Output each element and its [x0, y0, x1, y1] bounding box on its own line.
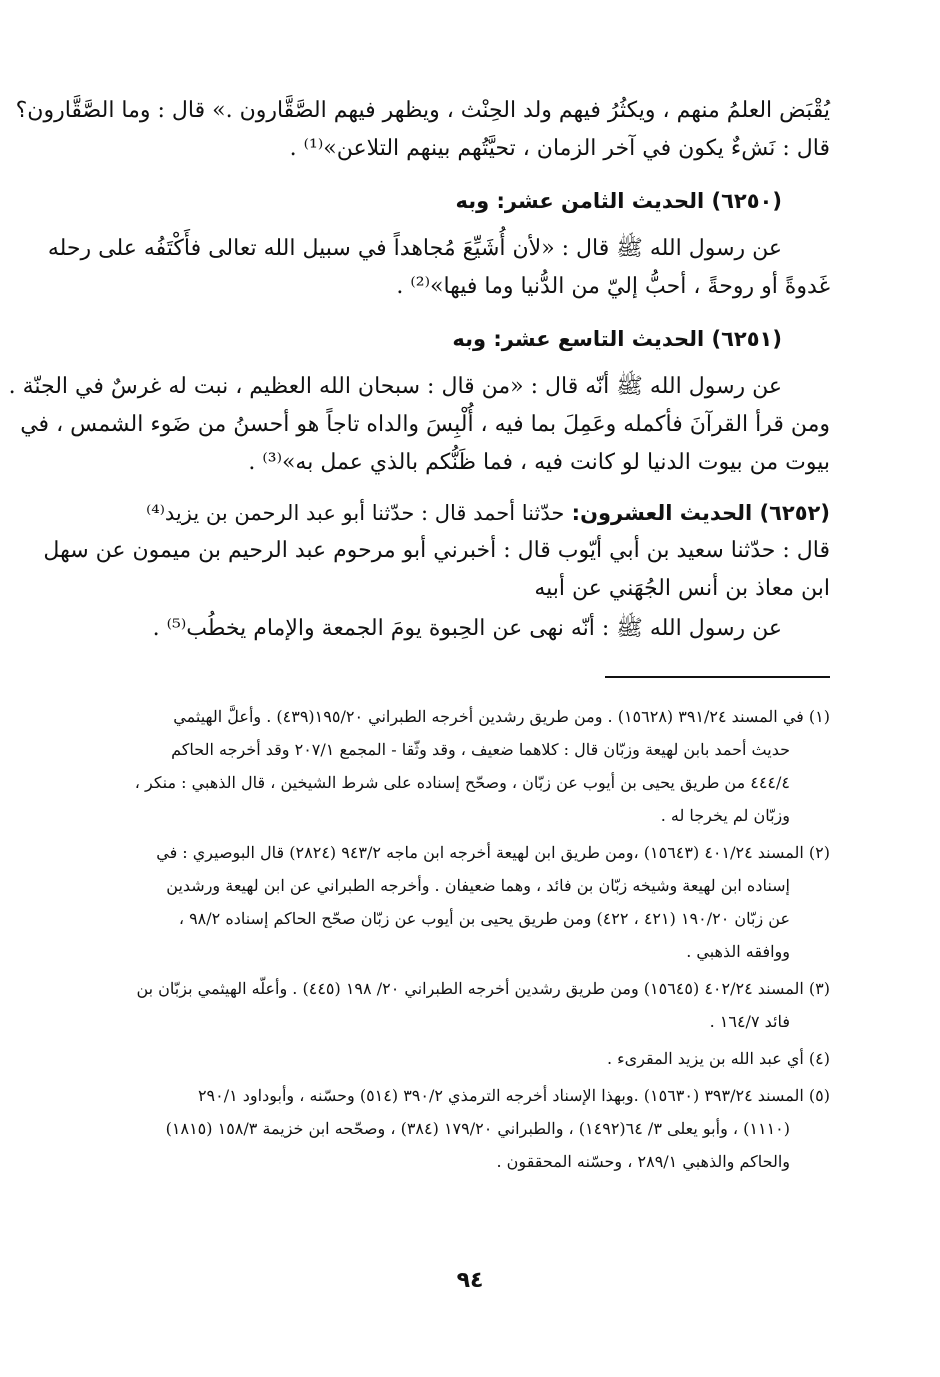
text-line: عن رسول الله ﷺ أنّه قال : «من قال : سبحان الله العظيم ، نبت له غرسٌ في الجنّة .: [8, 374, 782, 399]
footnote-2: [95, 836, 830, 968]
hadith-heading-6250: (٦٢٥٠) الحديث الثامن عشر: وبه: [455, 189, 782, 213]
footnote-line: ٤٤٤/٤ من طريق يحيى بن أيوب عن زبّان ، وصحّح إسناده على شرط الشيخين ، قال الذهبي : منكر ،: [134, 773, 790, 792]
text-line: غَدوةً أو روحةً ، أحبُّ إليّ من الدُّنيا وما فيها»⁽²⁾ .: [396, 274, 830, 299]
text-line: بيوت من بيوت الدنيا لو كانت فيه ، فما ظَنُّكم بالذي عمل به»⁽³⁾ .: [248, 450, 830, 475]
hadith-heading-6252: [95, 494, 830, 532]
footnote-line: إسناده ابن لهيعة وشيخه زبّان بن فائد ، وهما ضعيفان . وأخرجه الطبراني عن ابن لهيعة ورشدين: [166, 876, 790, 895]
paragraph-2: [47, 230, 830, 306]
footnote-line: ووافقه الذهبي .: [686, 942, 790, 961]
footnotes: [95, 700, 830, 1178]
footnote-line: حديث أحمد بابن لهيعة وزبّان قال : كلاهما ضعيف ، وقد وثّقا - المجمع ٢٠٧/١ وقد أخرجه الحاكم: [171, 740, 790, 759]
footnote-line: وزبّان لم يخرجا له .: [660, 806, 790, 825]
hadith-heading-6252-title: (٦٢٥٢) الحديث العشرون:: [571, 501, 830, 525]
footnote-line: (١١١٠) ، وأبو يعلى ٣/ ٦٤(١٤٩٢) ، والطبراني ١٧٩/٢٠ (٣٨٤) ، وصحّحه ابن خزيمة ١٥٨/٣ (١٨١٥): [165, 1119, 790, 1138]
footnote-line: فائد ١٦٤/٧ .: [709, 1012, 790, 1031]
footnote-line: (٥) المسند ٣٩٣/٢٤ (١٥٦٣٠) .وبهذا الإسناد أخرجه الترمذي ٣٩٠/٢ (٥١٤) وحسّنه ، وأبوداود ٢٩٠/١: [197, 1086, 830, 1105]
text-line: قال : حدّثنا سعيد بن أبي أيّوب قال : أخبرني أبو مرحوم عبد الرحيم بن ميمون عن سهل: [43, 538, 830, 563]
text-line: قال : نَشءٌ يكون في آخر الزمان ، تحيَّتُهم بينهم التلاعن»⁽¹⁾ .: [289, 136, 830, 161]
footnote-1: [95, 700, 830, 832]
hadith-heading-6251: (٦٢٥١) الحديث التاسع عشر: وبه: [452, 327, 782, 351]
footnote-line: (٢) المسند ٤٠١/٢٤ (١٥٦٤٣) ،ومن طريق ابن لهيعة أخرجه ابن ماجه ٩٤٣/٢ (٢٨٢٤) قال البوصيري : في: [156, 843, 830, 862]
footnote-line: (٣) المسند ٤٠٢/٢٤ (١٥٦٤٥) ومن طريق رشدين أخرجه الطبراني ٢٠/ ١٩٨ (٤٤٥) . وأعلّه الهيثمي بزبّان بن: [136, 979, 830, 998]
text-line: ابن معاذ بن أنس الجُهَني عن أبيه: [534, 576, 830, 601]
footnote-line: (٤) أي عبد الله بن يزيد المقرىء .: [606, 1049, 830, 1068]
page-number: ٩٤: [456, 1268, 484, 1293]
hadith-heading-6252-chain: حدّثنا أحمد قال : حدّثنا أبو عبد الرحمن بن يزيد⁽⁴⁾: [146, 501, 565, 525]
footnote-5: [95, 1079, 830, 1178]
text-line: عن رسول الله ﷺ : أنّه نهى عن الحِبوة يومَ الجمعة والإمام يخطُب⁽⁵⁾ .: [152, 616, 782, 641]
paragraph-1: [15, 92, 830, 168]
paragraph-3: [8, 368, 830, 482]
paragraph-4: [43, 532, 830, 608]
main-text: [8, 92, 830, 648]
footnote-line: (١) في المسند ٣٩١/٢٤ (١٥٦٢٨) . ومن طريق رشدين أخرجه الطبراني ١٩٥/٢٠(٤٣٩) . وأعلَّ الهيثمي: [173, 707, 830, 726]
footnote-line: والحاكم والذهبي ٢٨٩/١ ، وحسّنه المحققون .: [496, 1152, 790, 1171]
text-line: عن رسول الله ﷺ قال : «لأن أُشَيِّعَ مُجاهداً في سبيل الله تعالى فأَكْتَفُه على رحله: [47, 236, 782, 261]
text-line: ومن قرأ القرآنَ فأكمله وعَمِلَ بما فيه ، أُلْبِسَ والداه تاجاً هو أحسنُ من ضَوء الشمس ، في: [20, 412, 830, 437]
text-line: يُقْبَض العلمُ منهم ، ويكثُرُ فيهم ولد الحِنْث ، ويظهر فيهم الصَّقَّارون .» قال : وما الصَّقَّارون؟: [15, 98, 830, 123]
footnote-3: [95, 972, 830, 1038]
footnote-divider: [605, 676, 830, 678]
page-content: [8, 92, 830, 1182]
footnote-4: [95, 1042, 830, 1075]
paragraph-5: [95, 610, 830, 648]
footnote-line: عن زبّان ١٩٠/٢٠ (٤٢١ ، ٤٢٢) ومن طريق يحيى بن أيوب عن زبّان صحّح الحاكم إسناده ٩٨/٢ ،: [178, 909, 790, 928]
